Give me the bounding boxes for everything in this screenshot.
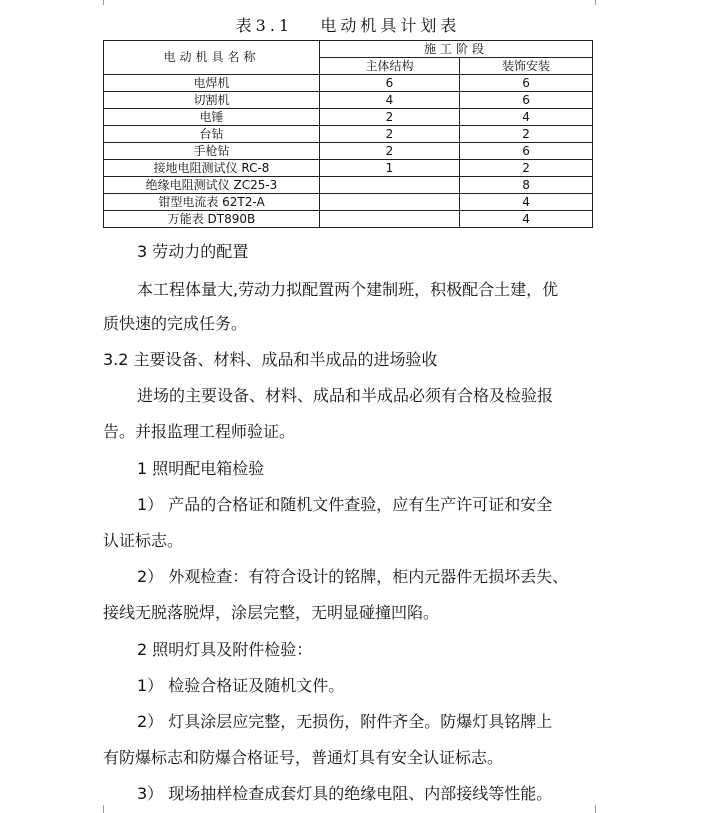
cell-decor-qty: 2 [460,126,593,143]
list-item: 2） 灯具涂层应完整，无损伤，附件齐全。防爆灯具铭牌上 [137,712,553,731]
cell-equipment: 绝缘电阻测试仪 ZC25-3 [104,177,320,194]
table-row [104,109,593,126]
cell-equipment: 接地电阻测试仪 RC-8 [104,160,320,177]
list-item: 1） 检验合格证及随机文件。 [137,676,345,695]
paragraph-line: 告。并报监理工程师验证。 [103,422,296,441]
cell-decor-qty: 6 [460,92,593,109]
cell-main-qty: 2 [320,143,460,160]
cell-decor-qty: 4 [460,194,593,211]
cell-decor-qty: 6 [460,75,593,92]
cell-equipment: 切割机 [104,92,320,109]
table-title: 表3.1 电动机具计划表 [235,16,461,35]
cell-equipment: 万能表 DT890B [104,211,320,228]
cell-equipment: 台钻 [104,126,320,143]
table-row [104,177,593,194]
header-decoration-install: 装饰安装 [460,58,593,75]
table-row [104,194,593,211]
cell-equipment: 手枪钻 [104,143,320,160]
table-row [104,143,593,160]
margin-mark-bottom-left [103,805,104,813]
cell-decor-qty: 8 [460,177,593,194]
table-row [104,92,593,109]
paragraph-line: 进场的主要设备、材料、成品和半成品必须有合格及检验报 [137,386,554,405]
paragraph-line: 有防爆标志和防爆合格证号，普通灯具有安全认证标志。 [103,748,504,767]
subsection-heading-lamps: 2 照明灯具及附件检验： [137,640,313,659]
cell-main-qty: 6 [320,75,460,92]
table-row [104,211,593,228]
cell-main-qty: 1 [320,160,460,177]
list-item: 2） 外观检查：有符合设计的铭牌，柜内元器件无损坏丢失、 [137,567,569,586]
table-row [104,75,593,92]
section-heading-acceptance: 3.2 主要设备、材料、成品和半成品的进场验收 [103,350,438,369]
cell-main-qty [320,194,460,211]
margin-mark-top-left [103,0,104,5]
list-item: 1） 产品的合格证和随机文件查验，应有生产许可证和安全 [137,495,553,514]
section-heading-labor: 3 劳动力的配置 [137,242,249,261]
table-row [104,126,593,143]
cell-decor-qty: 6 [460,143,593,160]
paragraph-line: 本工程体量大,劳动力拟配置两个建制班，积极配合土建，优 [137,280,559,299]
margin-mark-top-right [595,0,596,5]
paragraph-line: 接线无脱落脱焊，涂层完整，无明显碰撞凹陷。 [103,603,440,622]
cell-decor-qty: 4 [460,211,593,228]
cell-main-qty: 4 [320,92,460,109]
cell-decor-qty: 2 [460,160,593,177]
cell-main-qty [320,177,460,194]
equipment-plan-table [103,40,593,228]
list-item: 3） 现场抽样检查成套灯具的绝缘电阻、内部接线等性能。 [137,784,553,803]
cell-equipment: 电焊机 [104,75,320,92]
cell-main-qty: 2 [320,109,460,126]
paragraph-line: 质快速的完成任务。 [103,314,248,333]
cell-decor-qty: 4 [460,109,593,126]
paragraph-line: 认证标志。 [103,531,184,550]
margin-mark-bottom-right [595,805,596,813]
cell-equipment: 电锤 [104,109,320,126]
table-row [104,160,593,177]
subsection-heading-distribution-box: 1 照明配电箱检验 [137,459,265,478]
cell-main-qty [320,211,460,228]
header-construction-phase: 施工阶段 [320,41,593,58]
header-equipment-name: 电动机具名称 [104,41,320,75]
header-main-structure: 主体结构 [320,58,460,75]
cell-equipment: 钳型电流表 62T2-A [104,194,320,211]
cell-main-qty: 2 [320,126,460,143]
